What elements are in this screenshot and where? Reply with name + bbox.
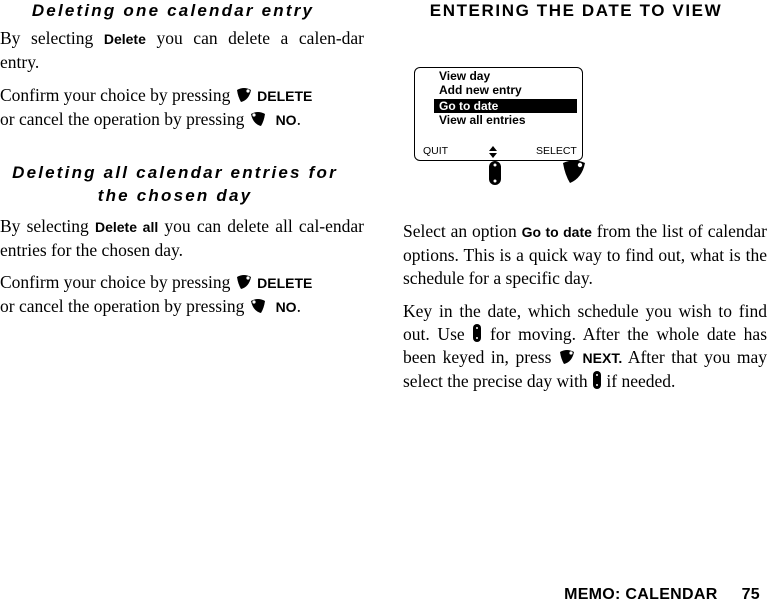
keyword-delete-all: Delete all (94, 219, 159, 235)
keyword-no-key: NO (275, 112, 297, 128)
menu-item-go-to-date: Go to date (434, 99, 577, 113)
menu-item-view-day: View day (439, 69, 491, 83)
menu-item-view-all-entries: View all entries (439, 113, 526, 127)
scroll-key-icon (488, 160, 502, 186)
page-number: 75 (741, 586, 760, 603)
select-softkey-icon (558, 349, 576, 365)
softkey-label-quit: QUIT (423, 145, 449, 157)
scroll-key-icon (592, 371, 602, 389)
footer-section-title: MEMO: CALENDAR (564, 586, 718, 603)
text: By selecting (0, 28, 104, 48)
paragraph-go-to-date (403, 220, 767, 290)
section-heading-enter-date: ENTERING THE DATE TO VIEW (429, 1, 723, 20)
select-softkey-icon (235, 274, 253, 290)
paragraph-delete-one-confirm (0, 84, 364, 132)
cancel-softkey-icon (249, 298, 267, 314)
text: from the list of calendar options. This is a quick way to find out, what is the schedule for a specific day. (403, 221, 767, 288)
text: you can delete a calen-dar entry. (0, 28, 365, 72)
keyword-no-key: NO (275, 299, 297, 315)
section-heading-delete-all (0, 162, 350, 207)
keyword-delete: Delete (103, 31, 146, 47)
paragraph-delete-all-intro (0, 215, 364, 262)
text: Key in the date, which schedule you wish to find out. Use (403, 301, 767, 344)
softkey-label-select: SELECT (536, 145, 577, 157)
text: or cancel the operation by pressing (0, 296, 249, 316)
text: . (296, 109, 301, 129)
paragraph-key-in-date (403, 300, 767, 393)
page-footer (564, 586, 760, 604)
section-heading-delete-one: Deleting one calendar entry (31, 1, 315, 20)
menu-item-add-new-entry: Add new entry (439, 83, 522, 97)
keyword-go-to-date: Go to date (521, 224, 592, 240)
text: Confirm your choice by pressing (0, 272, 235, 292)
phone-screen (414, 67, 583, 161)
paragraph-delete-all-confirm (0, 271, 364, 319)
keyword-delete-key: DELETE (257, 275, 313, 291)
text: or cancel the operation by pressing (0, 109, 249, 129)
paragraph-delete-one-intro (0, 27, 364, 74)
text: After that you may select the precise day with (403, 347, 767, 391)
select-softkey-icon (235, 87, 253, 103)
text: for moving. After the whole date has been keyed in, press (403, 324, 767, 367)
scroll-key-icon (472, 324, 482, 342)
select-softkey-icon (561, 160, 587, 184)
heading-line: Deleting all calendar entries for (12, 163, 338, 182)
cancel-softkey-icon (249, 111, 267, 127)
text: Select an option (403, 221, 522, 241)
text: Confirm your choice by pressing (0, 85, 235, 105)
keyword-delete-key: DELETE (257, 88, 313, 104)
scroll-arrows-icon (489, 146, 497, 158)
text: you can delete all cal-endar entries for the chosen day. (0, 216, 364, 260)
text: By selecting (0, 216, 95, 236)
keyword-next-key: NEXT. (582, 350, 623, 366)
text: if needed. (602, 371, 676, 391)
heading-line: the chosen day (97, 186, 253, 205)
text: . (296, 296, 301, 316)
